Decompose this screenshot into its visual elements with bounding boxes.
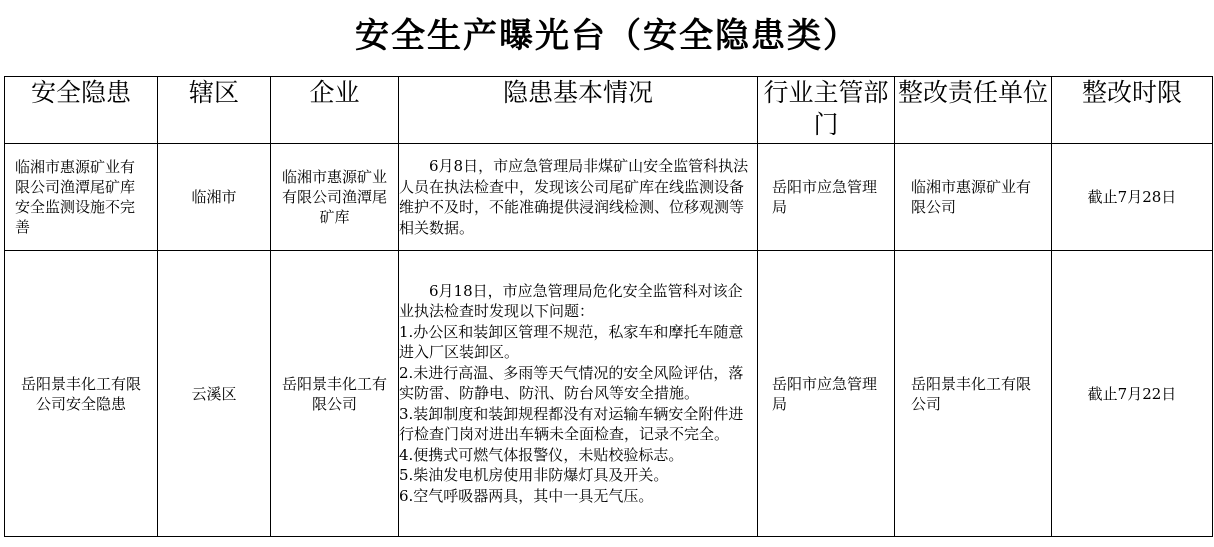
detail-item: 3.装卸制度和装卸规程都没有对运输车辆安全附件进行检查门岗对进出车辆未全面检查，记录不完全。: [399, 404, 744, 444]
page-title: 安全生产曝光台（安全隐患类）: [355, 16, 859, 56]
cell-company: 岳阳景丰化工有限公司: [271, 251, 399, 537]
cell-details: [399, 144, 758, 251]
header-deadline: 整改时限: [1052, 77, 1213, 144]
table-header-row: [5, 77, 1213, 144]
header-details: 隐患基本情况: [399, 77, 758, 144]
header-hazard: 安全隐患: [5, 77, 158, 144]
cell-company: 临湘市惠源矿业有限公司渔潭尾矿库: [271, 144, 399, 251]
detail-intro: 6月18日，市应急管理局危化安全监管科对该企业执法检查时发现以下问题：: [399, 281, 743, 321]
cell-district: 云溪区: [158, 251, 271, 537]
header-department: 行业主管部门: [758, 77, 895, 144]
header-company: 企业: [271, 77, 399, 144]
cell-district: 临湘市: [158, 144, 271, 251]
cell-details: [399, 251, 758, 537]
detail-item: 5.柴油发电机房使用非防爆灯具及开关。: [399, 466, 669, 485]
detail-item: 1.办公区和装卸区管理不规范，私家车和摩托车随意进入厂区装卸区。: [399, 322, 744, 362]
table-row: [5, 144, 1213, 251]
header-district: 辖区: [158, 77, 271, 144]
cell-deadline: 截止7月28日: [1052, 144, 1213, 251]
cell-department: 岳阳市应急管理局: [758, 144, 895, 251]
header-responsible-unit: 整改责任单位: [895, 77, 1052, 144]
cell-responsible-unit: 岳阳景丰化工有限公司: [895, 251, 1052, 537]
cell-department: 岳阳市应急管理局: [758, 251, 895, 537]
cell-hazard: 岳阳景丰化工有限公司安全隐患: [5, 251, 158, 537]
cell-deadline: 截止7月22日: [1052, 251, 1213, 537]
detail-item: 4.便携式可燃气体报警仪，未贴校验标志。: [399, 445, 684, 464]
hazard-exposure-table: [4, 76, 1213, 537]
detail-paragraph: 6月8日，市应急管理局非煤矿山安全监管科执法人员在执法检查中，发现该公司尾矿库在线监测设备维护不及时，不能准确提供浸润线检测、位移观测等相关数据。: [399, 157, 749, 237]
detail-item: 2.未进行高温、多雨等天气情况的安全风险评估，落实防雷、防静电、防汛、防台风等安全措施。: [399, 363, 744, 403]
detail-item: 6.空气呼吸器两具，其中一具无气压。: [399, 486, 654, 505]
cell-responsible-unit: 临湘市惠源矿业有限公司: [895, 144, 1052, 251]
cell-hazard: 临湘市惠源矿业有限公司渔潭尾矿库安全监测设施不完善: [5, 144, 158, 251]
table-row: [5, 251, 1213, 537]
